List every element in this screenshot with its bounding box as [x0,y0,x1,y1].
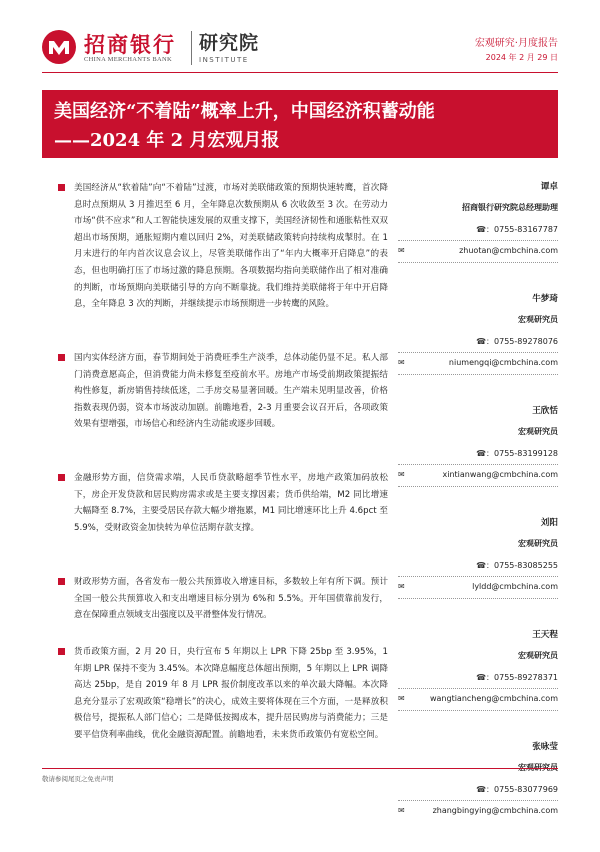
divider [398,352,558,353]
analyst-title: 宏观研究员 [518,427,558,436]
analyst-name: 王欣恬 [532,406,558,416]
summary-paragraph [74,180,388,350]
report-type: 宏观研究·月度报告 [474,38,558,49]
summary-paragraph [74,574,388,644]
email-icon: ✉ [398,806,405,815]
brand-name-en: CHINA MERCHANTS BANK [84,56,172,63]
divider [398,486,558,487]
divider [398,576,558,577]
analyst-title: 宏观研究员 [518,539,558,548]
page-footer [42,768,558,783]
bullet-square-icon [58,648,65,655]
disclaimer-note: 敬请参阅尾页之免责声明 [42,775,114,783]
phone-icon: ☎ [476,225,487,234]
brand-name-cn: 招商银行 [84,32,176,57]
paragraph-text: 金融形势方面，信贷需求端，人民币贷款略超季节性水平，房地产政策加码放松下，房企开发贷款和居民购房需求或是主要支撑因素；货币供给端，M2 同比增速大幅降至 8.7%，主要受居民存款大幅少增拖累，M1 同比增速环比上升 4.6pct 至 5.9%，受财政资金加快转为单位活期存款支撑。 [74,473,388,533]
analyst-phone: ☎：0755-83085255 [398,560,558,571]
email-icon: ✉ [398,246,405,255]
divider [398,710,558,711]
analyst-name: 张咏莹 [532,742,558,752]
analyst-card: 刘阳 宏观研究员 ☎：0755-83085255 ✉ lyldd@cmbchina.com [398,516,558,628]
analyst-card: 谭卓 招商银行研究院总经理助理 ☎：0755-83167787 ✉ zhuotan@cmbchina.com [398,180,558,292]
divider [398,262,558,263]
report-title-line1: 美国经济“不着陆”概率上升，中国经济积蓄动能 [54,101,435,122]
analyst-name: 王天程 [532,630,558,640]
phone-icon: ☎ [476,785,487,794]
summary-body [74,180,388,744]
report-date: 2024 年 2 月 29 日 [485,53,558,62]
phone-icon: ☎ [476,673,487,682]
email-icon: ✉ [398,470,405,479]
analyst-card: 牛梦琦 宏观研究员 ☎：0755-89278076 ✉ niumengqi@cmbchina.com [398,292,558,404]
divider [398,800,558,801]
paragraph-text: 国内实体经济方面，春节期间处于消费旺季生产淡季，总体动能仍显不足。私人部门消费意愿高企，但消费能力尚未修复至疫前水平。房地产市场受前期政策提振结构性修复，新房销售持续低迷，二手房交易显著回暖。生产端未见明显改善，价格指数表现仍弱，资本市场波动加剧。前瞻地看，2-3 月重要会议召开后，各项政策效果有望增强，市场信心和经济内生动能或逐步回暖。 [74,353,388,430]
analyst-name: 刘阳 [540,518,558,528]
analyst-card: 张咏莹 ☎：0755-83077969 ✉ zhangbingying@cmbchina.com [398,742,558,815]
institute-name-cn: 研究院 [199,32,260,54]
report-header [0,0,600,86]
divider [398,240,558,241]
analyst-phone: ☎：0755-89278371 [398,672,558,683]
analyst-phone: ☎：0755-83199128 [398,448,558,459]
analyst-title: 宏观研究员 [518,651,558,660]
analyst-phone: ☎：0755-83167787 [398,224,558,235]
bullet-square-icon [58,578,65,585]
report-title-line2: ——2024 年 2 月宏观月报 [54,130,280,151]
divider [398,688,558,689]
analyst-name: 谭卓 [540,182,558,192]
title-banner [42,90,558,158]
analyst-phone: ☎：0755-83077969 [398,784,558,795]
email-icon: ✉ [398,582,405,591]
email-icon: ✉ [398,694,405,703]
summary-paragraph [74,350,388,470]
analyst-card: 王天程 宏观研究员 ☎：0755-89278371 ✉ wangtiancheng@cmbchina.com [398,628,558,740]
summary-paragraph [74,644,388,744]
analyst-name: 牛梦琦 [532,294,558,304]
divider [398,374,558,375]
phone-icon: ☎ [476,561,487,570]
institute-name-en: INSTITUTE [199,56,249,64]
email-icon: ✉ [398,358,405,367]
header-divider [42,72,558,73]
cmb-logo-icon [42,30,76,64]
analyst-phone: ☎：0755-89278076 [398,336,558,347]
analyst-card: 王欣恬 宏观研究员 ☎：0755-83199128 ✉ xintianwang@cmbchina.com [398,404,558,516]
analyst-title: 招商银行研究院总经理助理 [462,203,558,212]
logo-divider [191,31,192,65]
divider [398,464,558,465]
phone-icon: ☎ [476,337,487,346]
paragraph-text: 美国经济从“软着陆”向“不着陆”过渡，市场对美联储政策的预期快速转鹰，首次降息时点预期从 3 月推迟至 6 月，全年降息次数预期从 6 次收敛至 3 次。在劳动力市场“供不应求”和人工智能快速发展的双重支撑下，美国经济韧性和通胀粘性双双超出市场预期，通胀短期内难以回归 2%，对美联储政策转向持续构成掣肘。在 1 月末进行的年内首次议息会议上，尽管美联储作出了“年内大概率开启降息”的表态，但也明确打压了市场过激的降息预期。各项数据均指向美联储作出了相对准确的判断，市场预期向美联储引导的方向不断靠拢。我们维持美联储将于年中开启降息，全年降息 3 次的判断，并继续提示市场预期进一步转鹰的风险。 [74,183,388,310]
divider [398,598,558,599]
phone-icon: ☎ [476,449,487,458]
bullet-square-icon [58,474,65,481]
bullet-square-icon [58,354,65,361]
analyst-sidebar [398,180,558,852]
paragraph-text: 货币政策方面，2 月 20 日，央行宣布 5 年期以上 LPR 下降 25bp 至 3.95%，1 年期 LPR 保持不变为 3.45%。本次降息幅度总体超出预期，5 年期以上 LPR 调降高达 25bp，是自 2019 年 8 月 LPR 报价制度改革以来的单次最大降幅。本次降息充分显示了宏观政策“稳增长”的决心，成效主要将体现在三个方面，一是释放积极信号，提振私人部门信心；二是降低按揭成本，提升居民购房与消费能力；三是要平信贷利率曲线，优化金融资源配置。前瞻地看，未来货币政策仍有宽松空间。 [74,647,388,740]
paragraph-text: 财政形势方面，各省发布一般公共预算收入增速目标，多数较上年有所下调。预计全国一般公共预算收入和支出增速目标分别为 6%和 5.5%。开年国债靠前发行，意在保障重点领域支出强度以及平滑整体发行情况。 [74,577,388,621]
bullet-square-icon [58,184,65,191]
analyst-title: 宏观研究员 [518,315,558,324]
summary-paragraph [74,470,388,574]
footer-divider [42,768,558,769]
